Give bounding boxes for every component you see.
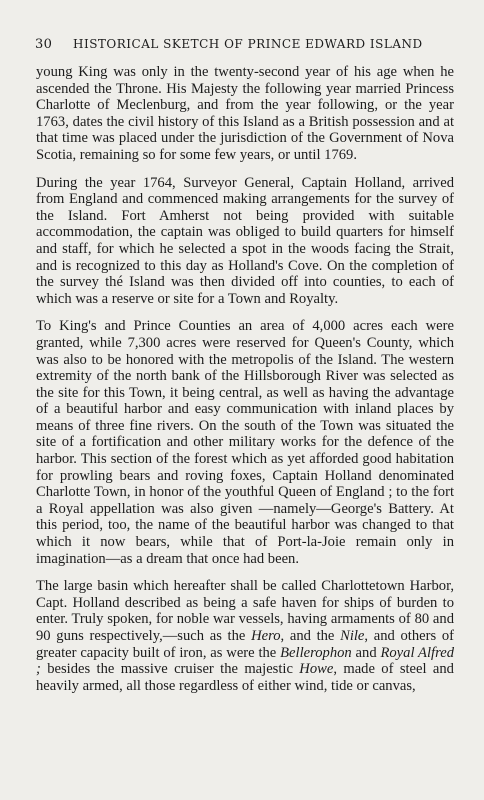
paragraph-text: and xyxy=(351,644,381,661)
page-body xyxy=(36,64,454,694)
paragraph-text: , made of steel and heavily armed, all those regardless of either wind, tide or canvas, xyxy=(36,661,454,694)
page-number: 30 xyxy=(35,37,53,52)
paragraph-text: The large basin which hereafter shall be called Charlottetown Harbor, Capt. Holland described as being a safe haven for ships of burden to enter. Truly spoken, for noble war vessels, having armaments of 80 and 90 guns respectively,—such as the xyxy=(36,578,454,644)
running-title: HISTORICAL SKETCH OF PRINCE EDWARD ISLAND xyxy=(73,37,423,51)
paragraph xyxy=(36,578,454,694)
ship-name: Royal Alfred ; xyxy=(36,644,454,678)
ship-name: Nile xyxy=(340,628,365,644)
ship-name: Hero xyxy=(251,628,281,644)
paragraph: young King was only in the twenty-second year of his age when he ascended the Throne. His Majesty the following year married Princess Charlotte of Meclenburg, and from the year following, or the year 1763, dates the civil history of this Island as a British possession and at that time was placed under the jurisdiction of the Government of Nova Scotia, remaining so for some few years, or until 1769. xyxy=(36,64,454,163)
running-header xyxy=(35,37,464,52)
paragraph-text: , and the xyxy=(280,628,341,644)
paragraph: During the year 1764, Surveyor General, Captain Holland, arrived from England and commenced making arrangements for the survey of the Island. Fort Amherst not being provided with suitable accommodation, the captain was obliged to build quarters for himself and staff, for which he selected a spot in the woods facing the Strait, and is recognized to this day as Holland's Cove. On the completion of the survey thé Island was then divided off into counties, to each of which was a reserve or site for a Town and Royalty. xyxy=(36,174,454,307)
paragraph-text: besides the massive cruiser the majestic xyxy=(40,661,300,678)
paragraph-text: , and others of greater capacity built of iron, as were the xyxy=(36,628,454,661)
paragraph: To King's and Prince Counties an area of 4,000 acres each were granted, while 7,300 acres were reserved for Queen's County, which was also to be honored with the metropolis of the Island. The western extremity of the north bank of the Hillsborough River was selected as the site for this Town, it being central, as well as having the advantage of a beautiful harbor and easy communication with inland places by means of three fine rivers. On the south of the Town was situated the site of a fortification and other military works for the defence of the harbor. This section of the forest which as yet afforded good habitation for prowling bears and roving foxes, Captain Holland denominated Charlotte Town, in honor of the youthful Queen of England ; to the fort a Royal appellation was also given —namely—George's Battery. At this period, too, the name of the beautiful harbor was changed to that which it now bears, while that of Port-la-Joie remain only in imagination—as a dream that once had been. xyxy=(36,318,454,567)
ship-name: Howe xyxy=(299,661,334,678)
ship-name: Bellerophon xyxy=(280,644,352,661)
